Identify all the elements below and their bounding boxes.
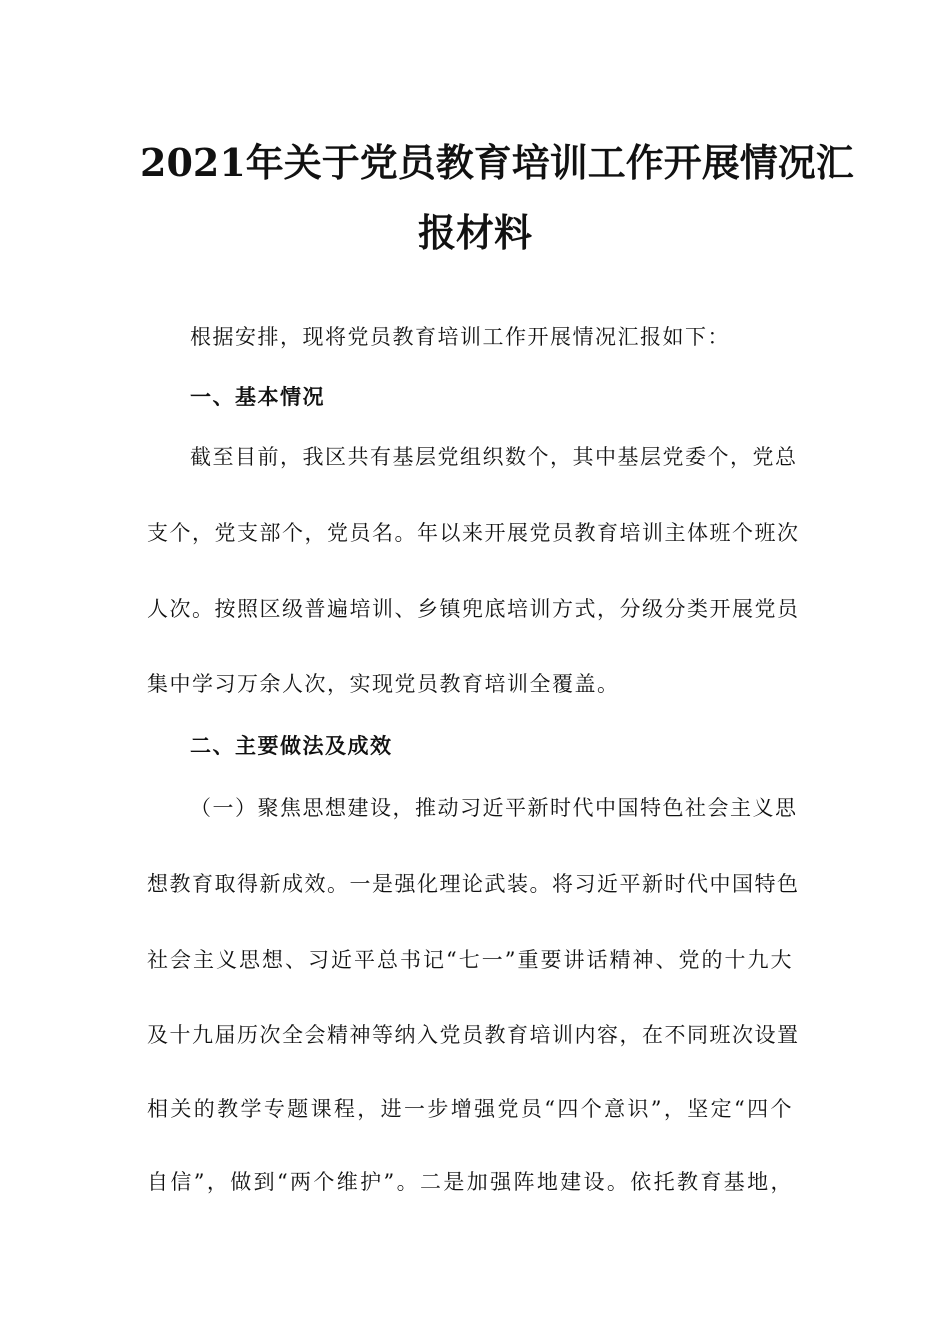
paragraph-line: 截至目前，我区共有基层党组织数个，其中基层党委个，党总 [190, 445, 798, 469]
paragraph-line: 相关的教学专题课程，进一步增强党员“四个意识”，坚定“四个 [147, 1097, 793, 1121]
paragraph-line: 想教育取得新成效。一是强化理论武装。将习近平新时代中国特色 [147, 872, 800, 896]
paragraph-line: 及十九届历次全会精神等纳入党员教育培训内容，在不同班次设置 [147, 1023, 800, 1047]
paragraph-line: 自信”，做到“两个维护”。二是加强阵地建设。依托教育基地， [147, 1170, 793, 1194]
document-title-line-1: 2021年关于党员教育培训工作开展情况汇 [140, 140, 854, 185]
document-title-line-2: 报材料 [417, 210, 532, 255]
section-heading-basic-situation: 一、基本情况 [190, 384, 325, 409]
intro-paragraph: 根据安排，现将党员教育培训工作开展情况汇报如下： [190, 325, 730, 349]
paragraph-line: 社会主义思想、习近平总书记“七一”重要讲话精神、党的十九大 [147, 948, 793, 972]
paragraph-line: 集中学习万余人次，实现党员教育培训全覆盖。 [147, 672, 620, 696]
paragraph-line: 人次。按照区级普遍培训、乡镇兜底培训方式，分级分类开展党员 [147, 597, 800, 621]
section-heading-main-practices: 二、主要做法及成效 [190, 733, 393, 758]
paragraph-line: 支个，党支部个，党员名。年以来开展党员教育培训主体班个班次 [147, 521, 800, 545]
paragraph-line: （一）聚焦思想建设，推动习近平新时代中国特色社会主义思 [190, 796, 798, 820]
